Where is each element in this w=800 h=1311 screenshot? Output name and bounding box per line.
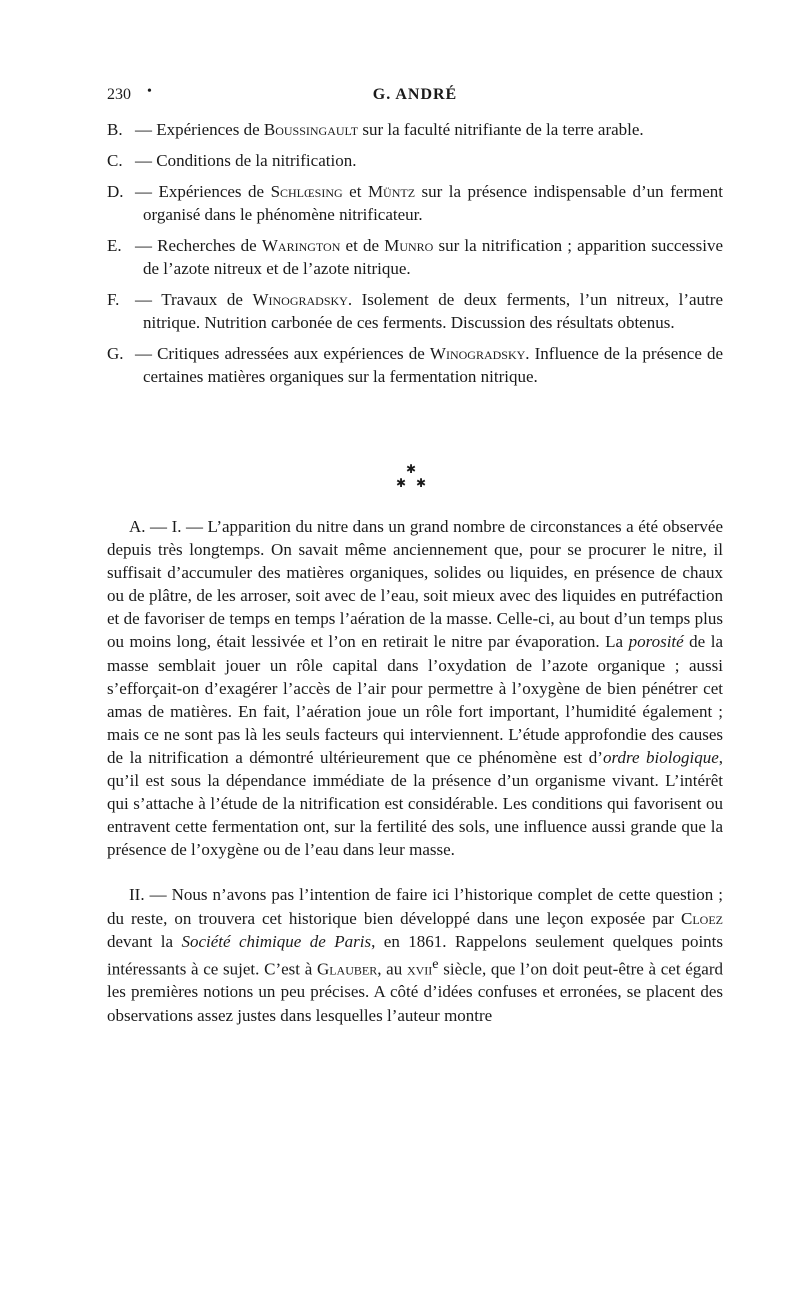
emphasis: ordre biologique <box>602 747 719 767</box>
author-name: Winogradsky <box>429 344 526 363</box>
summary-dash: — <box>135 151 152 170</box>
paragraph-text: siècle, que l’on doit peut-être à cet égard les premières notions un peu précises. A côté d’idées confuses et erronées, se placent des observations assez justes dans lesquelles l’auteur montre <box>107 959 724 1025</box>
author-name: Warington <box>261 236 341 255</box>
running-head-author: G. ANDRÉ <box>372 86 458 103</box>
summary-text: . Isolement de deux ferments, l’un nitreux, l’autre nitrique. Nutrition carbonée de ces ferments. Discussion des résultats obtenus. <box>143 290 723 332</box>
author-name: Glauber <box>316 959 378 979</box>
author-name: Schlœsing <box>270 182 343 201</box>
summary-dash: — <box>135 290 152 309</box>
paragraph-2 <box>107 883 723 1026</box>
summary-label: F. <box>107 290 120 309</box>
summary-text: sur la nitrification ; apparition successive de l’azote nitreux et de l’azote nitrique. <box>143 236 723 278</box>
summary-label: G. <box>107 344 124 363</box>
summary-item-e <box>107 234 723 280</box>
summary-item-g <box>107 342 723 388</box>
running-header <box>107 86 723 110</box>
author-name: Winogradsky <box>252 290 348 309</box>
summary-dash: — <box>135 182 152 201</box>
author-name: Müntz <box>367 182 416 201</box>
emphasis: Société chimique de Paris <box>181 931 372 951</box>
summary-item-d <box>107 180 723 226</box>
author-name: Boussingault <box>263 120 359 139</box>
paragraph-text: A. — I. — L’apparition du nitre dans un grand nombre de circonstances a été observée depuis très longtemps. On savait même anciennement que, pour se procurer le nitre, il suffisait d’accumuler des matières organiques, solides ou liquides, en présence de chaux ou de plâtre, de les arroser, soit avec de l’eau, soit mieux avec des liquides en putréfaction et de favoriser de temps en temps l’aération de la masse. Celle-ci, au bout d’un temps plus ou moins long, était lessivée et l’on en retirait le nitre par évaporation. La <box>107 517 723 652</box>
century-numeral: xvii <box>406 959 433 979</box>
summary-text: Critiques adressées aux expériences de <box>157 344 430 363</box>
summary-text: Conditions de la nitrification. <box>156 151 357 170</box>
summary-text: sur la faculté nitrifiante de la terre arable. <box>358 120 644 139</box>
author-name: Cloez <box>681 908 723 928</box>
summary-text: Recherches de <box>157 236 262 255</box>
summary-text: et de <box>340 236 385 255</box>
summary-label: C. <box>107 151 123 170</box>
emphasis: porosité <box>628 632 684 652</box>
paragraph-text: , qu’il est sous la dépendance immédiate de la présence d’un organisme vivant. L’intérêt qui s’attache à l’étude de la nitrification est considérable. Les conditions qui favorisent ou entravent cette fermentation ont, sur la fertilité des sols, une influence aussi grande que la présence de l’oxygène ou de l’eau dans leur masse. <box>107 747 723 860</box>
summary-item-f <box>107 288 723 334</box>
summary-label: D. <box>107 182 124 201</box>
paragraph-text: II. — Nous n’avons pas l’intention de faire ici l’historique complet de cette question ; du reste, on trouvera cet historique bien développé dans une leçon exposée par <box>107 885 723 928</box>
paragraph-text: devant la <box>107 931 182 951</box>
summary-text: . Influence de la présence de certaines matières organiques sur la fermentation nitrique. <box>143 344 724 386</box>
summary-text: Travaux de <box>161 290 253 309</box>
summary-text: sur la présence indispensable d’un ferment organisé dans le phénomène nitrificateur. <box>143 182 723 224</box>
page-number: 230 <box>107 86 131 103</box>
paragraph-1 <box>107 515 723 861</box>
summary-dash: — <box>135 236 152 255</box>
century-superscript: e <box>432 955 439 972</box>
asterism-ornament <box>391 462 431 494</box>
section-summary <box>107 118 723 396</box>
summary-item-c <box>107 149 723 172</box>
ornament-star: ✱ <box>406 462 417 476</box>
header-mark: • <box>147 84 152 99</box>
paragraph-text: , au <box>377 959 407 979</box>
summary-dash: — <box>135 344 152 363</box>
ornament-star: ✱ <box>396 476 407 490</box>
summary-text: et <box>342 182 368 201</box>
summary-item-b <box>107 118 723 141</box>
author-name: Munro <box>384 236 434 255</box>
paragraph-text: de la masse semblait jouer un rôle capital dans l’oxydation de l’azote organique ; aussi s’efforçait-on d’exagérer l’accès de l’air pour permettre à l’oxygène de bien pénétrer cet amas de matières. En fait, l’aération joue un rôle fort important, l’humidité également ; mais ce ne sont pas là les seuls facteurs qui interviennent. L’étude approfondie des causes de la nitrification a démontré ultérieurement que ce phénomène est d’ <box>107 632 723 767</box>
summary-dash: — <box>135 120 152 139</box>
ornament-star: ✱ <box>416 476 427 490</box>
paragraph-text: , en 1861. Rappelons seulement quelques points intéressants à ce sujet. C’est à <box>107 931 724 979</box>
main-text <box>107 515 723 1049</box>
summary-text: Expériences de <box>156 120 264 139</box>
summary-label: B. <box>107 120 123 139</box>
summary-label: E. <box>107 236 122 255</box>
summary-text: Expériences de <box>158 182 271 201</box>
